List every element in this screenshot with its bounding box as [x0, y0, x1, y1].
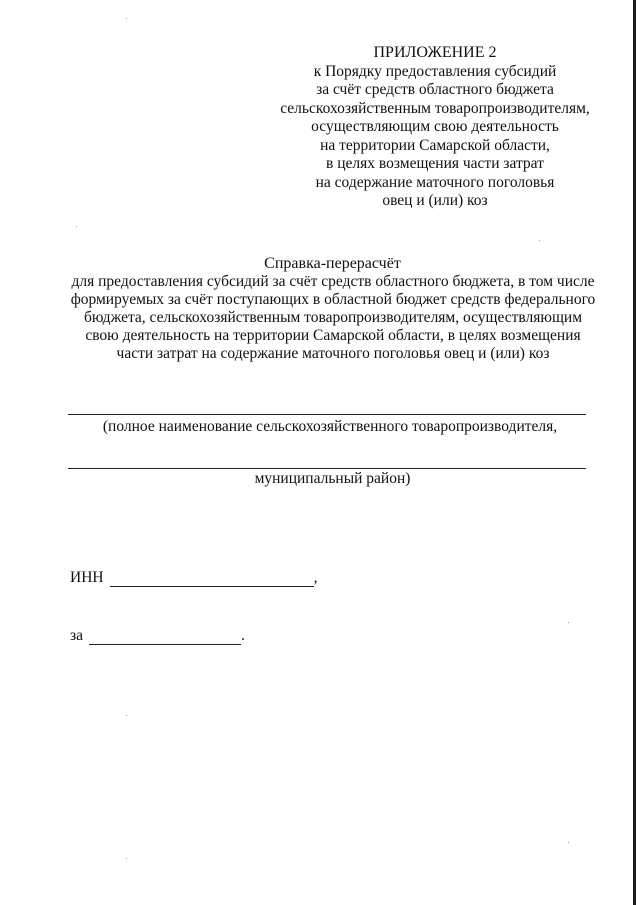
- scan-speck: [539, 240, 540, 241]
- appendix-line: за счёт средств областного бюджета: [316, 81, 554, 98]
- inn-suffix: ,: [313, 569, 318, 586]
- scan-page-edge: [633, 0, 636, 905]
- inn-blank[interactable]: [110, 571, 314, 587]
- period-blank[interactable]: [89, 629, 241, 645]
- producer-name-caption: (полное наименование сельскохозяйственного товаропроизводителя,: [102, 418, 558, 435]
- period-field-row: [70, 627, 245, 645]
- scan-speck: [126, 715, 127, 716]
- appendix-header: [270, 44, 600, 211]
- appendix-line: на содержание маточного поголовья: [315, 173, 555, 191]
- purpose-line: формируемых за счёт поступающих в областной бюджет средств федерального: [70, 291, 596, 308]
- scan-speck: [126, 858, 127, 859]
- producer-name-line[interactable]: [68, 414, 586, 415]
- district-caption: муниципальный район): [254, 470, 411, 487]
- purpose-line: для предоставления субсидий за счёт средств областного бюджета, в том числе: [71, 273, 595, 290]
- inn-label: ИНН: [70, 569, 104, 586]
- scan-speck: [568, 622, 569, 623]
- purpose-line: свою деятельность на территории Самарской области, в целях возмещения: [85, 327, 581, 344]
- appendix-line: в целях возмещения части затрат: [326, 155, 544, 172]
- appendix-line: на территории Самарской области,: [320, 136, 550, 154]
- scan-speck: [568, 842, 569, 843]
- appendix-heading: ПРИЛОЖЕНИЕ 2: [373, 44, 497, 61]
- purpose-line: бюджета, сельскохозяйственным товаропроизводителям, осуществляющим: [84, 309, 582, 326]
- document-title: Справка-перерасчёт: [264, 255, 401, 272]
- period-label: за: [70, 627, 84, 644]
- appendix-line: к Порядку предоставления субсидий: [313, 62, 557, 80]
- purpose-line: части затрат на содержание маточного поголовья овец и (или) коз: [116, 345, 550, 362]
- inn-field-row: [70, 569, 317, 587]
- period-suffix: .: [241, 627, 245, 644]
- scan-speck: [76, 226, 77, 227]
- district-line[interactable]: [68, 468, 586, 469]
- document-purpose: [68, 273, 598, 363]
- appendix-line: овец и (или) коз: [382, 192, 488, 209]
- scan-speck: [126, 18, 127, 19]
- appendix-line: сельскохозяйственным товаропроизводителям,: [280, 99, 590, 117]
- appendix-line: осуществляющим свою деятельность: [311, 118, 559, 135]
